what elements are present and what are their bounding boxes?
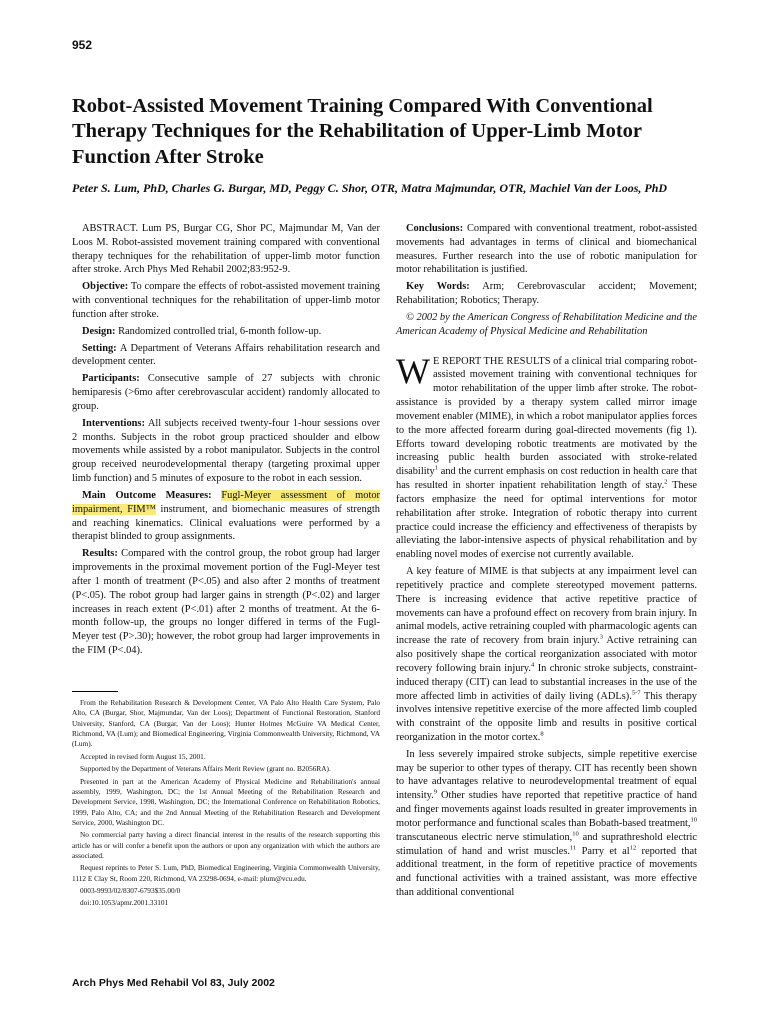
citation-ref: 9 bbox=[433, 788, 437, 796]
body-text: A key feature of MIME is that subjects at any impairment level can repetitively practice and complete stereotyped movement patterns. There is increasing evidence that active repetitive practice of movements can have a profound effect on recovery from brain injury. In animal models, active retraining coupled with pharmacologic agents can increase the rate of recovery from brain injury. bbox=[396, 566, 697, 647]
citation-ref: 3 bbox=[599, 633, 603, 641]
lead-in: E REPORT THE RESULTS bbox=[432, 355, 551, 367]
abstract-interventions bbox=[72, 417, 380, 486]
abstract-design bbox=[72, 325, 380, 339]
citation-ref: 10 bbox=[690, 816, 697, 824]
body-paragraph-3 bbox=[396, 748, 697, 900]
body-text: These factors emphasize the need for optimal interventions for motor rehabilitation after stroke. Integration of robotic therapy into current practice could increase the efficiency and effectiveness of therapists by alleviating the labor-intensive aspects of physical rehabilitation and by enabling novel modes of exercise not currently available. bbox=[396, 480, 697, 561]
body-text: This therapy involves intensive repetitive exercise of the more affected limb coupled with constraint of the opposite limb and results in positive cortical reorganization in the motor cortex. bbox=[396, 690, 697, 743]
copyright-notice: © 2002 by the American Congress of Rehabilitation Medicine and the American Academy of Physical Medicine and Rehabilitation bbox=[396, 311, 697, 337]
page-number: 952 bbox=[72, 38, 93, 52]
body-text: Parry et al bbox=[576, 845, 630, 857]
body-text: Active retraining can also positively shape the cortical reorganization associated with motor recovery following brain injury. bbox=[396, 635, 697, 674]
footnote-reprints: Request reprints to Peter S. Lum, PhD, Biomedical Engineering, Virginia Commonwealth University, 1112 E Clay St, Room 220, Richmond, VA 23298-0694, e-mail: plum@vcu.edu. bbox=[72, 863, 380, 883]
objective-text: To compare the effects of robot-assisted movement training with conventional techniques for the rehabilitation of upper-limb motor function after stroke. bbox=[72, 281, 380, 320]
body-text: Other studies have reported that repetitive practice of hand and finger movements against loads resulted in greater improvements in motor performance and functional scales than Bobath-based treatment, bbox=[396, 790, 697, 829]
body-paragraph-2 bbox=[396, 565, 697, 745]
citation-ref: 1 bbox=[434, 464, 438, 472]
body-text: transcutaneous electric nerve stimulation, bbox=[396, 831, 573, 843]
body-text: and suprathreshold electric stimulation of hand and wrist muscles. bbox=[396, 831, 697, 857]
interventions-text: All subjects received twenty-four 1-hour sessions over 2 months. Subjects in the robot group practiced shoulder and elbow movements while assisted by a robot manipulator. Subjects in the control group received neurodevelopmental therapy (targeting proximal upper limb function) and 5 minutes of exposure to the robot in each session. bbox=[72, 417, 380, 485]
citation-ref: 8 bbox=[540, 730, 544, 738]
design-label: Design: bbox=[82, 325, 116, 337]
participants-label: Participants: bbox=[82, 373, 140, 385]
footnotes bbox=[72, 698, 380, 911]
article-title: Robot-Assisted Movement Training Compared With Conventional Therapy Techniques for the Rehabilitation of Upper-Limb Motor Function After Stroke bbox=[72, 95, 653, 168]
objective-label: Objective: bbox=[82, 281, 129, 293]
results-text: Compared with the control group, the robot group had larger improvements in the proximal movement portion of the Fugl-Meyer test after 1 month of treatment (P<.05) and also after 2 months of treatment (P<.05). The robot group had larger gains in strength (P<.02) and larger increases in reach extent (P<.01) after 2 months of treatment. At the 6-month follow-up, the groups no longer differed in terms of the Fugl-Meyer test (P>.30); however, the robot group had larger improvements in the FIM (P<.04). bbox=[72, 548, 380, 657]
keywords-text: Arm; Cerebrovascular accident; Movement; Rehabilitation; Robotics; Therapy. bbox=[396, 281, 697, 307]
footnote-divider bbox=[72, 691, 118, 692]
body-text: In chronic stroke subjects, constraint-induced therapy (CIT) can lead to substantial increases in the use of the more affected limb in activities of daily living (ADLs). bbox=[396, 662, 698, 702]
citation-ref: 5-7 bbox=[631, 689, 641, 697]
body-text: and the current emphasis on cost reduction in health care that has resulted in shorter inpatient rehabilitation length of stay. bbox=[396, 466, 697, 492]
outcome-highlight: Fugl-Meyer assessment of motor impairment, FIM™ bbox=[72, 489, 380, 515]
footnote-support: Supported by the Department of Veterans Affairs Merit Review (grant no. B2056RA). bbox=[80, 764, 331, 774]
footnote-accepted: Accepted in revised form August 15, 2001. bbox=[80, 751, 206, 761]
footnote-doi: doi:10.1053/apmr.2001.33101 bbox=[80, 898, 169, 908]
abstract-keywords bbox=[396, 280, 697, 308]
interventions-label: Interventions: bbox=[82, 417, 145, 429]
abstract-citation: ABSTRACT. Lum PS, Burgar CG, Shor PC, Majmundar M, Van der Loos M. Robot-assisted movement training compared with conventional therapy techniques for the rehabilitation of upper-limb motor function after stroke. Arch Phys Med Rehabil 2002;83:952-9. bbox=[72, 223, 380, 276]
footnote-issn: 0003-9993/02/8307-6793$35.00/0 bbox=[80, 886, 181, 896]
introduction bbox=[396, 350, 698, 900]
journal-footer: Arch Phys Med Rehabil Vol 83, July 2002 bbox=[72, 977, 275, 989]
citation-ref: 4 bbox=[531, 661, 535, 669]
citation-ref: 12 bbox=[629, 844, 637, 852]
footnote-conflict: No commercial party having a direct financial interest in the results of the research supporting this article has or will confer a benefit upon the authors or upon any organization with which the authors are associated. bbox=[72, 830, 380, 861]
body-paragraph-1 bbox=[396, 350, 697, 562]
outcome-label: Main Outcome Measures: bbox=[82, 489, 212, 501]
citation-ref: 2 bbox=[664, 478, 668, 486]
right-column bbox=[396, 222, 697, 903]
abstract-setting bbox=[72, 342, 380, 370]
results-label: Results: bbox=[82, 548, 118, 560]
abstract-results bbox=[72, 547, 380, 658]
citation-ref: 10 bbox=[572, 830, 579, 838]
author-list: Peter S. Lum, PhD, Charles G. Burgar, MD, Peggy C. Shor, OTR, Matra Majmundar, OTR, Machiel Van der Loos, PhD bbox=[72, 181, 668, 195]
conclusions-label: Conclusions: bbox=[406, 223, 464, 234]
outcome-text: instrument, and biomechanic measures of strength and reaching kinematics. Clinical evaluations were performed by a therapist blinded to group assignments. bbox=[72, 503, 380, 543]
conclusions-text: Compared with conventional treatment, robot-assisted movements had advantages in terms of clinical and biomechanical measures. Further research into the use of robotic manipulation for motor rehabilitation is justified. bbox=[396, 223, 697, 276]
abstract-participants bbox=[72, 372, 380, 413]
body-text: of a clinical trial comparing robot-assisted movement training with conventional techniques for motor rehabilitation of the upper limb after stroke. The robot-assistance is provided by a therapy system called mirror image movement enabler (MIME), in which a robot manipulator applies forces to the more affected forearm during goal-directed movements (fig 1). Efforts toward developing robotic treatments are motivated by the increasing public health burden associated with stroke-related disability bbox=[396, 355, 697, 478]
keywords-label: Key Words: bbox=[406, 281, 470, 293]
footnote-presented: Presented in part at the American Academy of Physical Medicine and Rehabilitation's annual assembly, 1999, Washington, DC; the 1st Annual Meeting of the Rehabilitation Research and Development Service, 1998, Washington, DC; the International Conference on Rehabilitation Robotics, 1999, Palo Alto, CA; and the 2nd Annual Meeting of the Rehabilitation Research and Development Service, 2000, Washington DC. bbox=[72, 776, 380, 827]
drop-cap: W bbox=[396, 350, 430, 391]
abstract-outcome bbox=[72, 489, 380, 544]
abstract-conclusions bbox=[396, 222, 697, 277]
body-text: reported that additional treatment, in the form of repetitive practice of movements and functional activities with a trained assistant, was more effective than additional conventional bbox=[396, 845, 697, 899]
setting-label: Setting: bbox=[82, 342, 117, 354]
citation-ref: 11 bbox=[570, 844, 577, 852]
body-text: In less severely impaired stroke subjects, simple repetitive exercise may be superior to other types of therapy. CIT has recently been shown to have advantages relative to neurodevelopmental treatment of equal intensity. bbox=[396, 748, 697, 802]
setting-text: A Department of Veterans Affairs rehabilitation research and development center. bbox=[72, 342, 380, 368]
abstract-objective bbox=[72, 280, 380, 321]
participants-text: Consecutive sample of 27 subjects with chronic hemiparesis (>6mo after cerebrovascular accident) randomly allocated to group. bbox=[72, 373, 380, 412]
design-text: Randomized controlled trial, 6-month follow-up. bbox=[115, 325, 322, 337]
abstract-column bbox=[72, 222, 380, 661]
footnote-affiliations: From the Rehabilitation Research & Development Center, VA Palo Alto Health Care System, Palo Alto, CA (Burgar, Shor, Majmundar, Van der Loos); Department of Functional Restoration, Stanford University, Stanford, CA (Burgar, Van der Loos); Hunter Holmes McGuire VA Medical Center, Richmond, VA (Lum); and Biomedical Engineering, Virginia Commonwealth University, Richmond, VA (Lum). bbox=[72, 698, 380, 749]
